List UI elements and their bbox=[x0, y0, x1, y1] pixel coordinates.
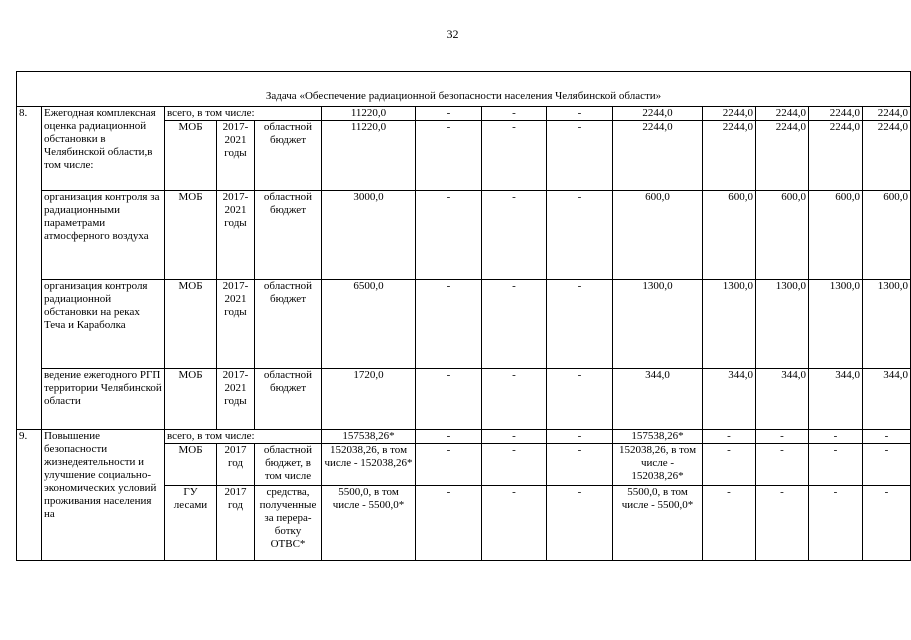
activity-name: организация контроля за радиационными параметрами атмосферного воздуха bbox=[42, 191, 165, 280]
value-cell: - bbox=[416, 121, 482, 191]
funding-source: средства, полученные за перера-ботку ОТВС* bbox=[255, 486, 322, 561]
value-cell: - bbox=[482, 430, 547, 444]
period: 2017-2021 годы bbox=[217, 280, 255, 369]
row-number: 8. bbox=[17, 107, 42, 430]
value-cell: - bbox=[416, 107, 482, 121]
value-total: 157538,26* bbox=[322, 430, 416, 444]
funding-source: областной бюджет bbox=[255, 121, 322, 191]
program-table bbox=[16, 71, 911, 561]
value-cell: 344,0 bbox=[809, 369, 863, 430]
value-cell: - bbox=[416, 430, 482, 444]
value-cell: - bbox=[416, 444, 482, 486]
value-cell: 1300,0 bbox=[809, 280, 863, 369]
value-cell: 2244,0 bbox=[756, 107, 809, 121]
value-cell: - bbox=[547, 444, 613, 486]
value-total: 11220,0 bbox=[322, 121, 416, 191]
value-cell: - bbox=[547, 369, 613, 430]
period: 2017-2021 годы bbox=[217, 121, 255, 191]
value-cell: 344,0 bbox=[703, 369, 756, 430]
value-cell: - bbox=[547, 107, 613, 121]
value-cell: - bbox=[416, 486, 482, 561]
table-row bbox=[17, 107, 911, 121]
executor: ГУ лесами bbox=[165, 486, 217, 561]
period: 2017 год bbox=[217, 444, 255, 486]
executor: МОБ bbox=[165, 444, 217, 486]
executor: МОБ bbox=[165, 191, 217, 280]
table-row bbox=[17, 280, 911, 369]
value-cell: - bbox=[703, 444, 756, 486]
period: 2017-2021 годы bbox=[217, 369, 255, 430]
value-cell: - bbox=[756, 486, 809, 561]
row-number: 9. bbox=[17, 430, 42, 561]
executor: МОБ bbox=[165, 369, 217, 430]
funding-source: областной бюджет bbox=[255, 191, 322, 280]
value-cell: - bbox=[863, 430, 911, 444]
task-header-row bbox=[17, 72, 911, 107]
value-cell: - bbox=[756, 430, 809, 444]
value-cell: - bbox=[547, 191, 613, 280]
value-cell: - bbox=[809, 430, 863, 444]
value-cell: 600,0 bbox=[703, 191, 756, 280]
funding-source: областной бюджет bbox=[255, 280, 322, 369]
period: 2017-2021 годы bbox=[217, 191, 255, 280]
value-cell: 2244,0 bbox=[703, 107, 756, 121]
value-cell: - bbox=[482, 107, 547, 121]
activity-name: Ежегодная комплексная оценка радиационной обстановки в Челябинской области,в том числе: bbox=[42, 107, 165, 191]
value-cell: 1300,0 bbox=[756, 280, 809, 369]
value-cell: 2244,0 bbox=[809, 121, 863, 191]
value-cell: 344,0 bbox=[756, 369, 809, 430]
funding-source: областной бюджет, в том числе bbox=[255, 444, 322, 486]
value-cell: 600,0 bbox=[863, 191, 911, 280]
value-total: 6500,0 bbox=[322, 280, 416, 369]
value-cell: 344,0 bbox=[613, 369, 703, 430]
value-cell: - bbox=[547, 280, 613, 369]
value-total: 11220,0 bbox=[322, 107, 416, 121]
value-cell: - bbox=[703, 486, 756, 561]
value-cell: 600,0 bbox=[756, 191, 809, 280]
value-cell: - bbox=[482, 280, 547, 369]
table-row bbox=[17, 369, 911, 430]
value-cell: 2244,0 bbox=[809, 107, 863, 121]
value-cell: - bbox=[863, 444, 911, 486]
value-cell: 1300,0 bbox=[613, 280, 703, 369]
value-cell: - bbox=[416, 191, 482, 280]
table-row bbox=[17, 430, 911, 444]
executor: МОБ bbox=[165, 280, 217, 369]
value-cell: 2244,0 bbox=[863, 107, 911, 121]
value-cell: - bbox=[416, 280, 482, 369]
value-total: 3000,0 bbox=[322, 191, 416, 280]
value-cell: - bbox=[482, 444, 547, 486]
activity-name: ведение ежегодного РГП территории Челябинской области bbox=[42, 369, 165, 430]
value-cell: - bbox=[547, 430, 613, 444]
task-title: Задача «Обеспечение радиационной безопасности населения Челябинской области» bbox=[17, 72, 911, 107]
value-total: 152038,26, в том числе - 152038,26* bbox=[322, 444, 416, 486]
value-cell: - bbox=[482, 369, 547, 430]
value-cell: 600,0 bbox=[809, 191, 863, 280]
period: 2017 год bbox=[217, 486, 255, 561]
value-cell: 152038,26, в том числе - 152038,26* bbox=[613, 444, 703, 486]
total-label: всего, в том числе: bbox=[165, 107, 322, 121]
value-cell: - bbox=[482, 486, 547, 561]
value-total: 5500,0, в том числе - 5500,0* bbox=[322, 486, 416, 561]
value-total: 1720,0 bbox=[322, 369, 416, 430]
value-cell: 344,0 bbox=[863, 369, 911, 430]
value-cell: - bbox=[863, 486, 911, 561]
value-cell: - bbox=[756, 444, 809, 486]
value-cell: 2244,0 bbox=[863, 121, 911, 191]
page-number: 32 bbox=[446, 27, 459, 41]
activity-name: Повышение безопасности жизнедеятельности и улучшение социально-экономических условий проживания населения на bbox=[42, 430, 165, 561]
value-cell: 157538,26* bbox=[613, 430, 703, 444]
total-label: всего, в том числе: bbox=[165, 430, 322, 444]
value-cell: 2244,0 bbox=[756, 121, 809, 191]
value-cell: 600,0 bbox=[613, 191, 703, 280]
value-cell: - bbox=[482, 191, 547, 280]
value-cell: - bbox=[547, 486, 613, 561]
value-cell: - bbox=[809, 486, 863, 561]
value-cell: 1300,0 bbox=[863, 280, 911, 369]
executor: МОБ bbox=[165, 121, 217, 191]
value-cell: - bbox=[416, 369, 482, 430]
value-cell: - bbox=[809, 444, 863, 486]
value-cell: 5500,0, в том числе - 5500,0* bbox=[613, 486, 703, 561]
value-cell: 2244,0 bbox=[613, 107, 703, 121]
value-cell: - bbox=[482, 121, 547, 191]
value-cell: 2244,0 bbox=[613, 121, 703, 191]
value-cell: 2244,0 bbox=[703, 121, 756, 191]
value-cell: 1300,0 bbox=[703, 280, 756, 369]
funding-source: областной бюджет bbox=[255, 369, 322, 430]
value-cell: - bbox=[703, 430, 756, 444]
table-row bbox=[17, 191, 911, 280]
value-cell: - bbox=[547, 121, 613, 191]
activity-name: организация контроля радиационной обстановки на реках Теча и Караболка bbox=[42, 280, 165, 369]
